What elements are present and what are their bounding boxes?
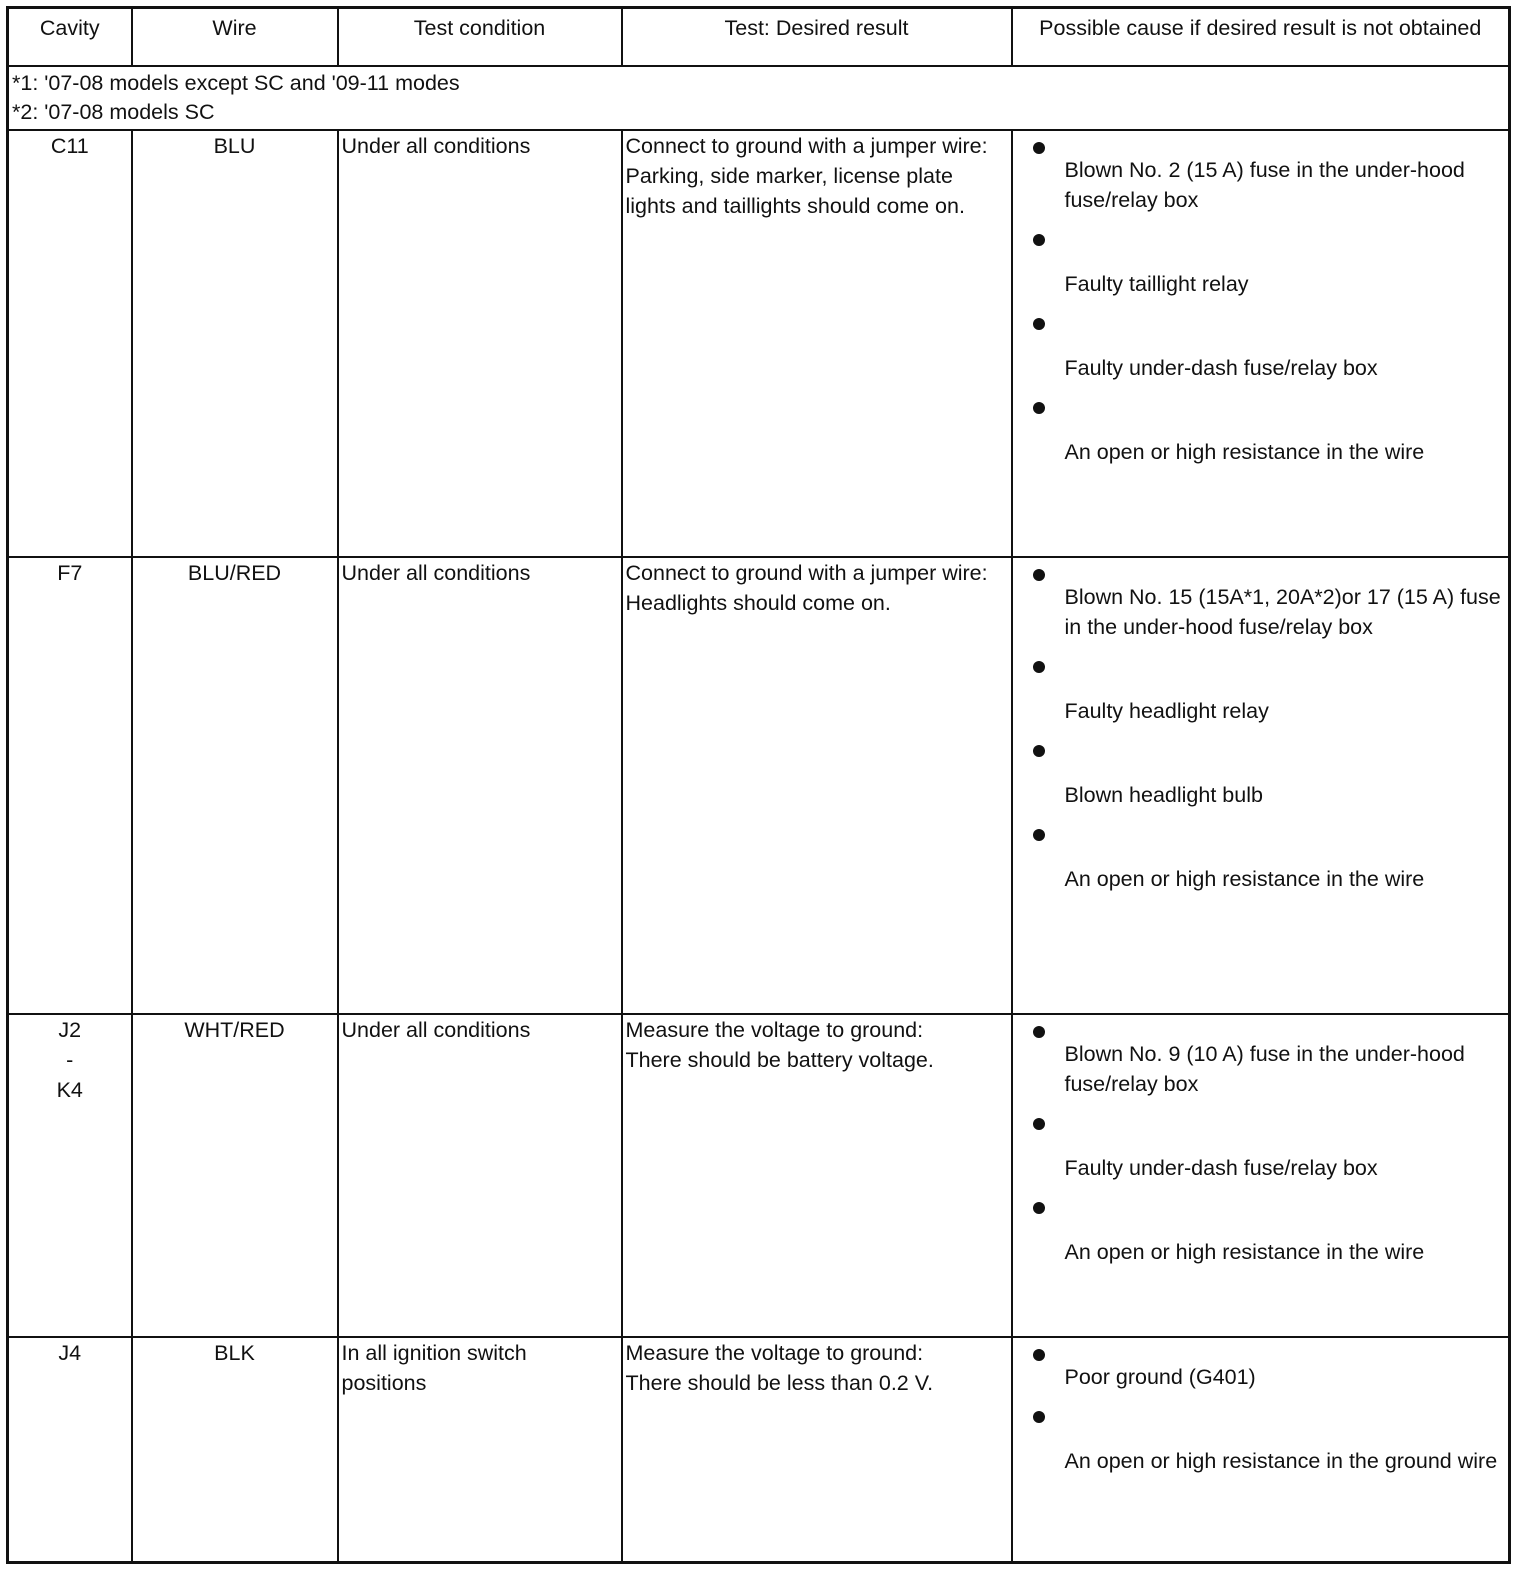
possible-cause-cell	[1012, 130, 1510, 557]
table-row	[8, 557, 1510, 1014]
notes-row	[8, 66, 1510, 130]
header-possible-cause: Possible cause if desired result is not obtained	[1012, 8, 1510, 66]
desired-result-cell: Connect to ground with a jumper wire: Parking, side marker, license plate lights and taillights should come on.	[622, 130, 1012, 557]
bullet-icon	[1033, 1026, 1045, 1038]
wire-cell: BLU	[132, 130, 338, 557]
list-item	[1013, 642, 1505, 726]
cause-text: Blown No. 9 (10 A) fuse in the under-hood fuse/relay box	[1064, 1041, 1465, 1096]
bullet-icon	[1033, 1118, 1045, 1130]
cause-text: Faulty under-dash fuse/relay box	[1064, 1155, 1378, 1180]
table-row	[8, 130, 1510, 557]
table-row	[8, 1337, 1510, 1563]
cause-list	[1013, 558, 1509, 894]
header-desired-result: Test: Desired result	[622, 8, 1012, 66]
header-wire: Wire	[132, 8, 338, 66]
cause-list	[1013, 131, 1509, 467]
possible-cause-cell	[1012, 1014, 1510, 1337]
bullet-icon	[1033, 142, 1045, 154]
list-item	[1013, 299, 1505, 383]
list-item	[1013, 1338, 1505, 1392]
cause-text: Poor ground (G401)	[1064, 1364, 1256, 1389]
cause-text: An open or high resistance in the wire	[1064, 439, 1425, 464]
bullet-icon	[1033, 569, 1045, 581]
bullet-icon	[1033, 661, 1045, 673]
bullet-icon	[1033, 234, 1045, 246]
test-condition-cell: Under all conditions	[338, 1014, 622, 1337]
cause-text: Faulty taillight relay	[1064, 271, 1249, 296]
cause-list	[1013, 1015, 1509, 1267]
footnote-1: *1: '07-08 models except SC and '09-11 modes	[12, 70, 460, 95]
wire-cell: BLU/RED	[132, 557, 338, 1014]
cavity-line: J2	[58, 1017, 82, 1042]
bullet-icon	[1033, 402, 1045, 414]
cavity-cell: F7	[8, 557, 132, 1014]
cause-text: An open or high resistance in the ground wire	[1064, 1448, 1498, 1473]
bullet-icon	[1033, 1411, 1045, 1423]
list-item	[1013, 1015, 1505, 1099]
bullet-icon	[1033, 1202, 1045, 1214]
header-test-condition: Test condition	[338, 8, 622, 66]
header-cavity: Cavity	[8, 8, 132, 66]
list-item	[1013, 1183, 1505, 1267]
cavity-cell	[8, 1014, 132, 1337]
cavity-line: K4	[56, 1077, 83, 1102]
diagnostic-table-document	[6, 6, 1508, 1564]
cause-text: Blown No. 2 (15 A) fuse in the under-hood fuse/relay box	[1064, 157, 1465, 212]
possible-cause-cell	[1012, 1337, 1510, 1563]
cause-text: An open or high resistance in the wire	[1064, 1239, 1425, 1264]
wire-cell: BLK	[132, 1337, 338, 1563]
list-item	[1013, 383, 1505, 467]
list-item	[1013, 215, 1505, 299]
test-condition-cell: Under all conditions	[338, 130, 622, 557]
list-item	[1013, 1392, 1505, 1476]
footnotes	[8, 66, 1510, 130]
bullet-icon	[1033, 829, 1045, 841]
cause-text: Faulty headlight relay	[1064, 698, 1269, 723]
cavity-line: -	[66, 1047, 74, 1072]
cause-text: Blown headlight bulb	[1064, 782, 1263, 807]
test-condition-cell: Under all conditions	[338, 557, 622, 1014]
possible-cause-cell	[1012, 557, 1510, 1014]
list-item	[1013, 726, 1505, 810]
wire-cell: WHT/RED	[132, 1014, 338, 1337]
cavity-cell: C11	[8, 130, 132, 557]
list-item	[1013, 1099, 1505, 1183]
cause-text: An open or high resistance in the wire	[1064, 866, 1425, 891]
desired-result-cell: Measure the voltage to ground: There should be battery voltage.	[622, 1014, 1012, 1337]
footnote-2: *2: '07-08 models SC	[12, 99, 215, 124]
desired-result-cell: Measure the voltage to ground: There should be less than 0.2 V.	[622, 1337, 1012, 1563]
cause-list	[1013, 1338, 1509, 1476]
desired-result-cell: Connect to ground with a jumper wire: Headlights should come on.	[622, 557, 1012, 1014]
cause-text: Blown No. 15 (15A*1, 20A*2)or 17 (15 A) fuse in the under-hood fuse/relay box	[1064, 584, 1501, 639]
list-item	[1013, 810, 1505, 894]
connector-test-table	[6, 6, 1511, 1564]
cavity-cell: J4	[8, 1337, 132, 1563]
list-item	[1013, 558, 1505, 642]
bullet-icon	[1033, 318, 1045, 330]
test-condition-cell: In all ignition switch positions	[338, 1337, 622, 1563]
bullet-icon	[1033, 745, 1045, 757]
cause-text: Faulty under-dash fuse/relay box	[1064, 355, 1378, 380]
bullet-icon	[1033, 1349, 1045, 1361]
table-row	[8, 1014, 1510, 1337]
header-row	[8, 8, 1510, 66]
list-item	[1013, 131, 1505, 215]
